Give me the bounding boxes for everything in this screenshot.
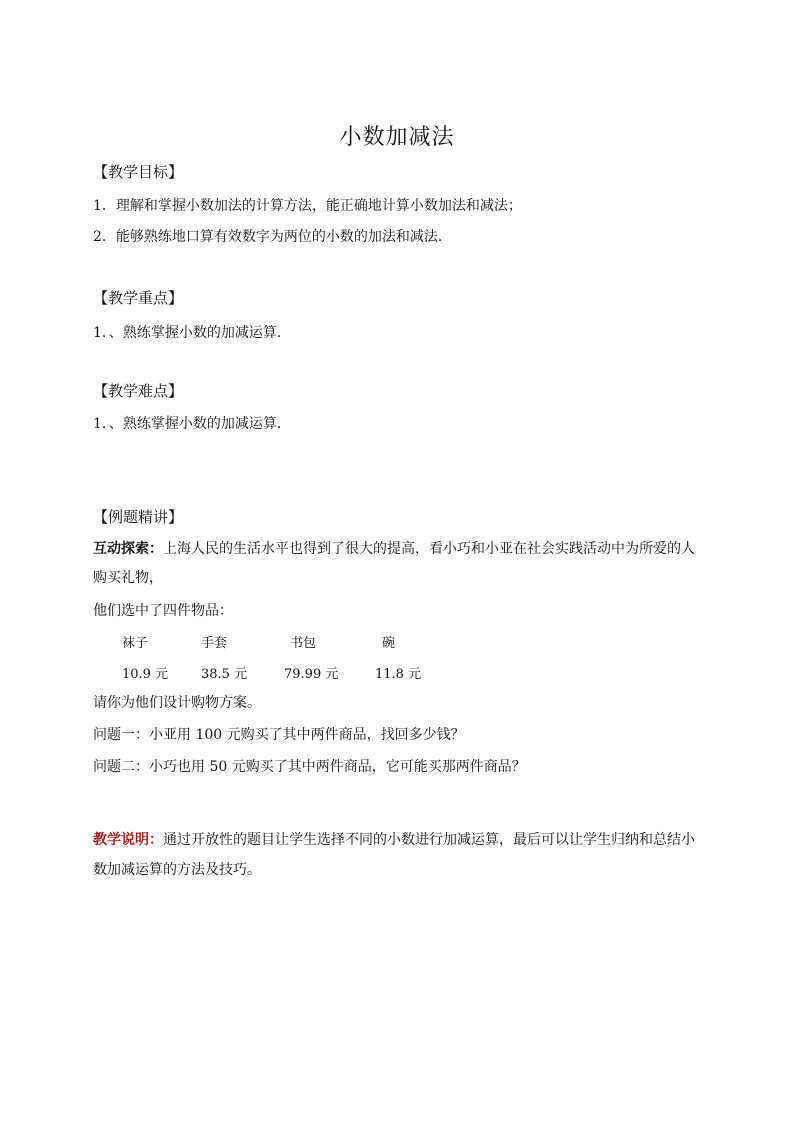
key-points-heading: 【教学重点】 [93,289,184,307]
teaching-note-label: 教学说明： [93,832,163,848]
difficulty-item-1: 1．、熟练掌握小数的加减运算． [93,416,291,432]
interactive-text-continued: 购买礼物， [93,570,163,586]
teaching-note-text-continued: 数加减运算的方法及技巧。 [93,862,261,878]
item-price-socks: 10.9 元 [122,667,169,682]
teaching-note-text: 通过开放性的题目让学生选择不同的小数进行加减运算，最后可以让学生归纳和总结小 [163,832,695,848]
key-point-item-1: 1．、熟练掌握小数的加减运算． [93,325,291,341]
item-name-gloves: 手套 [201,636,228,651]
chosen-items-line: 他们选中了四件物品： [93,603,233,619]
item-price-bowl: 11.8 元 [375,667,422,682]
interactive-label: 互动探索： [93,541,163,557]
question-2: 问题二：小巧也用 50 元购买了其中两件商品，它可能买那两件商品？ [93,759,526,775]
item-price-schoolbag: 79.99 元 [284,667,339,682]
objectives-heading: 【教学目标】 [93,163,184,181]
interactive-paragraph [93,538,695,558]
objective-item-1: 1．理解和掌握小数加法的计算方法，能正确地计算小数加法和减法； [93,198,522,214]
page-title: 小数加减法 [339,125,455,150]
item-name-bowl: 碗 [382,636,396,651]
item-price-gloves: 38.5 元 [201,667,248,682]
difficulties-heading: 【教学难点】 [93,382,184,400]
objective-item-2: 2．能够熟练地口算有效数字为两位的小数的加法和减法． [93,229,452,245]
interactive-text: 上海人民的生活水平也得到了很大的提高，看小巧和小亚在社会实践活动中为所爱的人 [163,541,695,557]
teaching-note-paragraph [93,829,695,849]
item-name-socks: 袜子 [122,636,149,651]
question-1: 问题一：小亚用 100 元购买了其中两件商品，找回多少钱？ [93,727,465,743]
design-plan-line: 请你为他们设计购物方案。 [93,695,261,711]
item-name-schoolbag: 书包 [290,636,317,651]
examples-heading: 【例题精讲】 [93,508,184,526]
